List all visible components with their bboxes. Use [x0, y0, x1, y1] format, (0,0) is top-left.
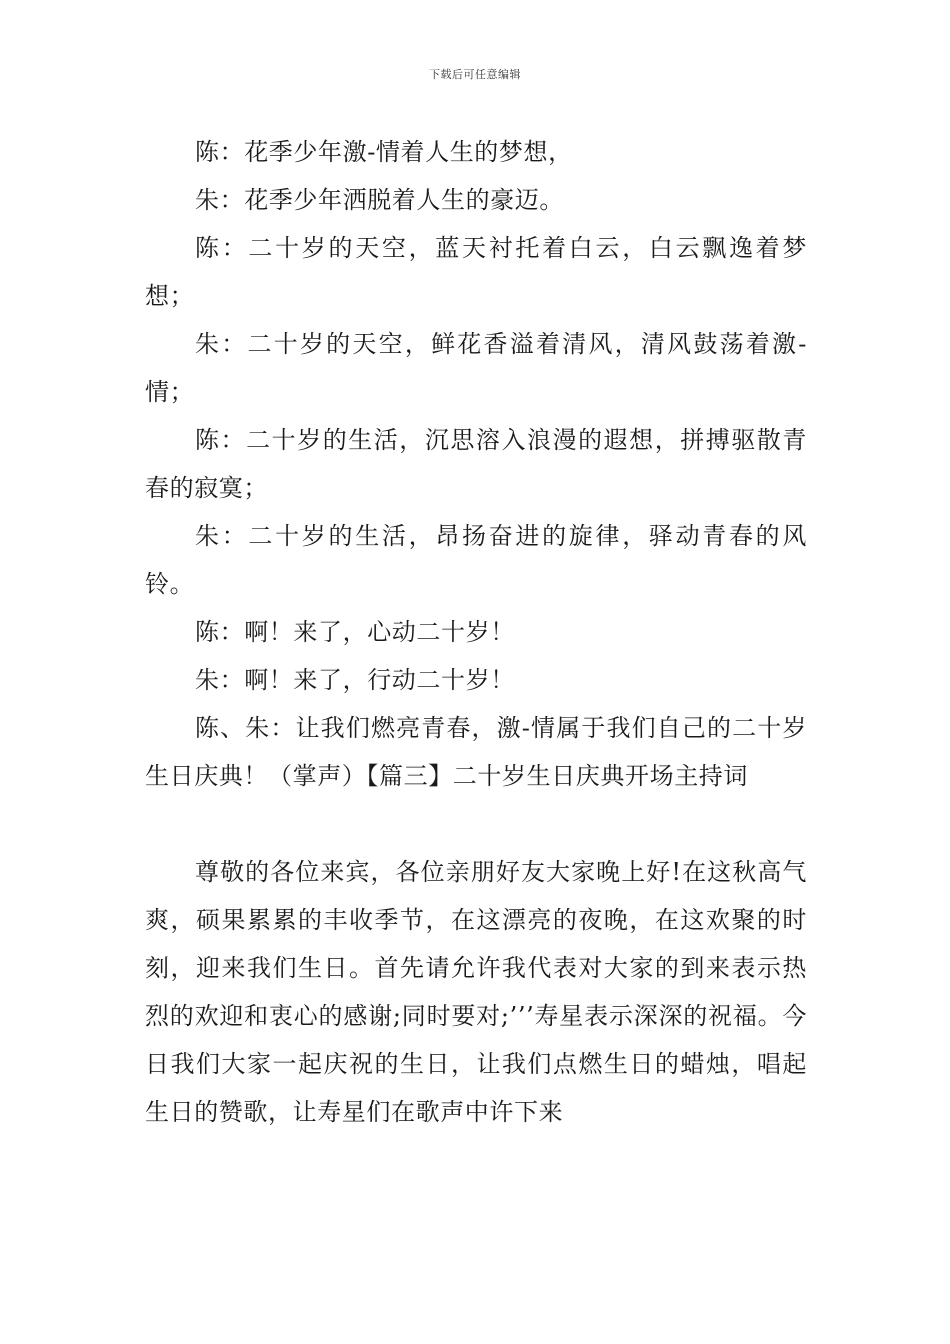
- dialogue-line: 朱：二十岁的天空，鲜花香溢着清风，清风鼓荡着激-情；: [145, 330, 807, 406]
- dialogue-line: 陈：二十岁的天空，蓝天衬托着白云，白云飘逸着梦想；: [145, 234, 807, 310]
- paragraph-spacer: [145, 800, 807, 848]
- document-body: [145, 128, 807, 1136]
- dialogue-line: 朱：二十岁的生活，昂扬奋进的旋律，驿动青春的风铃。: [145, 522, 807, 598]
- dialogue-line: 朱：啊！来了，行动二十岁！: [195, 666, 515, 694]
- body-paragraph: 尊敬的各位来宾，各位亲朋好友大家晚上好!在这秋高气爽，硕果累累的丰收季节，在这漂亮的夜晚，在这欢聚的时刻，迎来我们生日。首先请允许我代表对大家的到来表示热烈的欢迎和衷心的感谢;同时要对;’’’寿星表示深深的祝福。今日我们大家一起庆祝的生日，让我们点燃生日的蜡烛，唱起生日的赞歌，让寿星们在歌声中许下来: [145, 858, 807, 1126]
- header-note: 下载后可任意编辑: [429, 68, 521, 81]
- dialogue-line: 陈：啊！来了，心动二十岁！: [195, 618, 515, 646]
- dialogue-line: 陈：花季少年激-情着人生的梦想，: [195, 138, 573, 166]
- dialogue-line: 陈、朱：让我们燃亮青春，激-情属于我们自己的二十岁生日庆典！（掌声）【篇三】二十岁生日庆典开场主持词: [145, 714, 807, 790]
- dialogue-line: 陈：二十岁的生活，沉思溶入浪漫的遐想，拼搏驱散青春的寂寞；: [145, 426, 807, 502]
- dialogue-line: 朱：花季少年洒脱着人生的豪迈。: [195, 186, 564, 214]
